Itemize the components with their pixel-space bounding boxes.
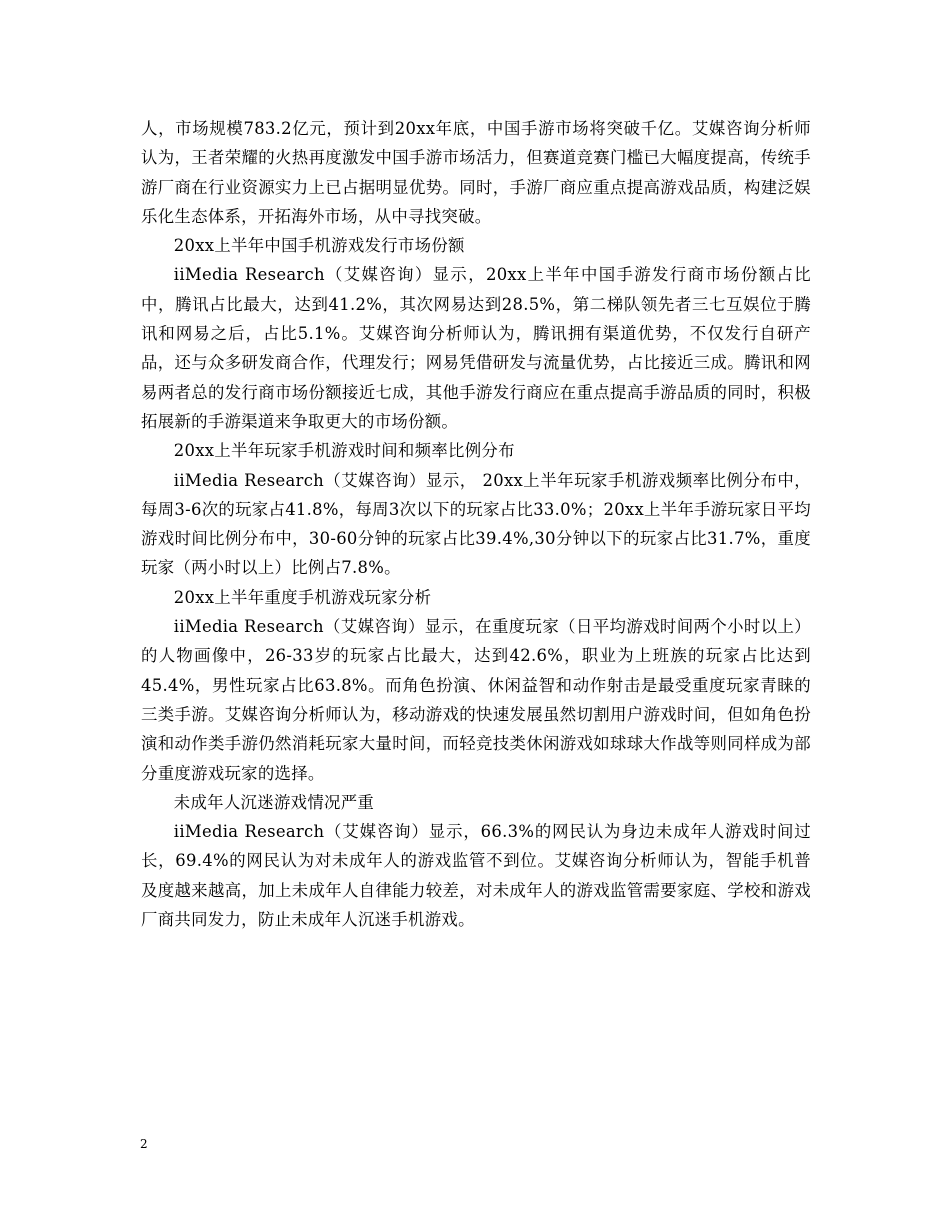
paragraph-heavy-players: iiMedia Research（艾媒咨询）显示，在重度玩家（日平均游戏时间两个小时以上）的人物画像中，26-33岁的玩家占比最大，达到42.6%，职业为上班族的玩家占比达到45.4%，男性玩家占比63.8%。而角色扮演、休闲益智和动作射击是最受重度玩家青睐的三类手游。艾媒咨询分析师认为，移动游戏的快速发展虽然切割用户游戏时间，但如角色扮演和动作类手游仍然消耗玩家大量时间，而轻竞技类休闲游戏如球球大作战等则同样成为部分重度游戏玩家的选择。	[141, 617, 811, 783]
heading-publisher-share: 20xx上半年中国手机游戏发行市场份额	[173, 236, 465, 256]
paragraph-publisher-share: iiMedia Research（艾媒咨询）显示，20xx上半年中国手游发行商市场份额占比中，腾讯占比最大，达到41.2%，其次网易达到28.5%，第二梯队领先者三七互娱位于腾讯和网易之后，占比5.1%。艾媒咨询分析师认为，腾讯拥有渠道优势，不仅发行自研产品，还与众多研发商合作，代理发行；网易凭借研发与流量优势，占比接近三成。腾讯和网易两者总的发行商市场份额接近七成，其他手游发行商应在重点提高手游品质的同时，积极拓展新的手游渠道来争取更大的市场份额。	[141, 265, 811, 431]
heading-play-time-frequency: 20xx上半年玩家手机游戏时间和频率比例分布	[173, 441, 515, 461]
heading-minors-addiction: 未成年人沉迷游戏情况严重	[173, 792, 375, 812]
document-body	[141, 114, 811, 934]
paragraph-minors-addiction: iiMedia Research（艾媒咨询）显示，66.3%的网民认为身边未成年人游戏时间过长，69.4%的网民认为对未成年人的游戏监管不到位。艾媒咨询分析师认为，智能手机普及度越来越高，加上未成年人自律能力较差，对未成年人的游戏监管需要家庭、学校和游戏厂商共同发力，防止未成年人沉迷手机游戏。	[141, 822, 811, 930]
paragraph-play-time-frequency: iiMedia Research（艾媒咨询）显示， 20xx上半年玩家手机游戏频率比例分布中，每周3-6次的玩家占41.8%，每周3次以下的玩家占比33.0%；20xx上半年手游玩家日平均游戏时间比例分布中，30-60分钟的玩家占比39.4%,30分钟以下的玩家占比31.7%，重度玩家（两小时以上）比例占7.8%。	[141, 470, 811, 578]
paragraph-market-size: 人，市场规模783.2亿元，预计到20xx年底，中国手游市场将突破千亿。艾媒咨询分析师认为，王者荣耀的火热再度激发中国手游市场活力，但赛道竞赛门槛已大幅度提高，传统手游厂商在行业资源实力上已占据明显优势。同时，手游厂商应重点提高游戏品质，构建泛娱乐化生态体系，开拓海外市场，从中寻找突破。	[141, 119, 811, 226]
page-number: 2	[140, 1137, 148, 1151]
heading-heavy-players: 20xx上半年重度手机游戏玩家分析	[173, 587, 432, 607]
